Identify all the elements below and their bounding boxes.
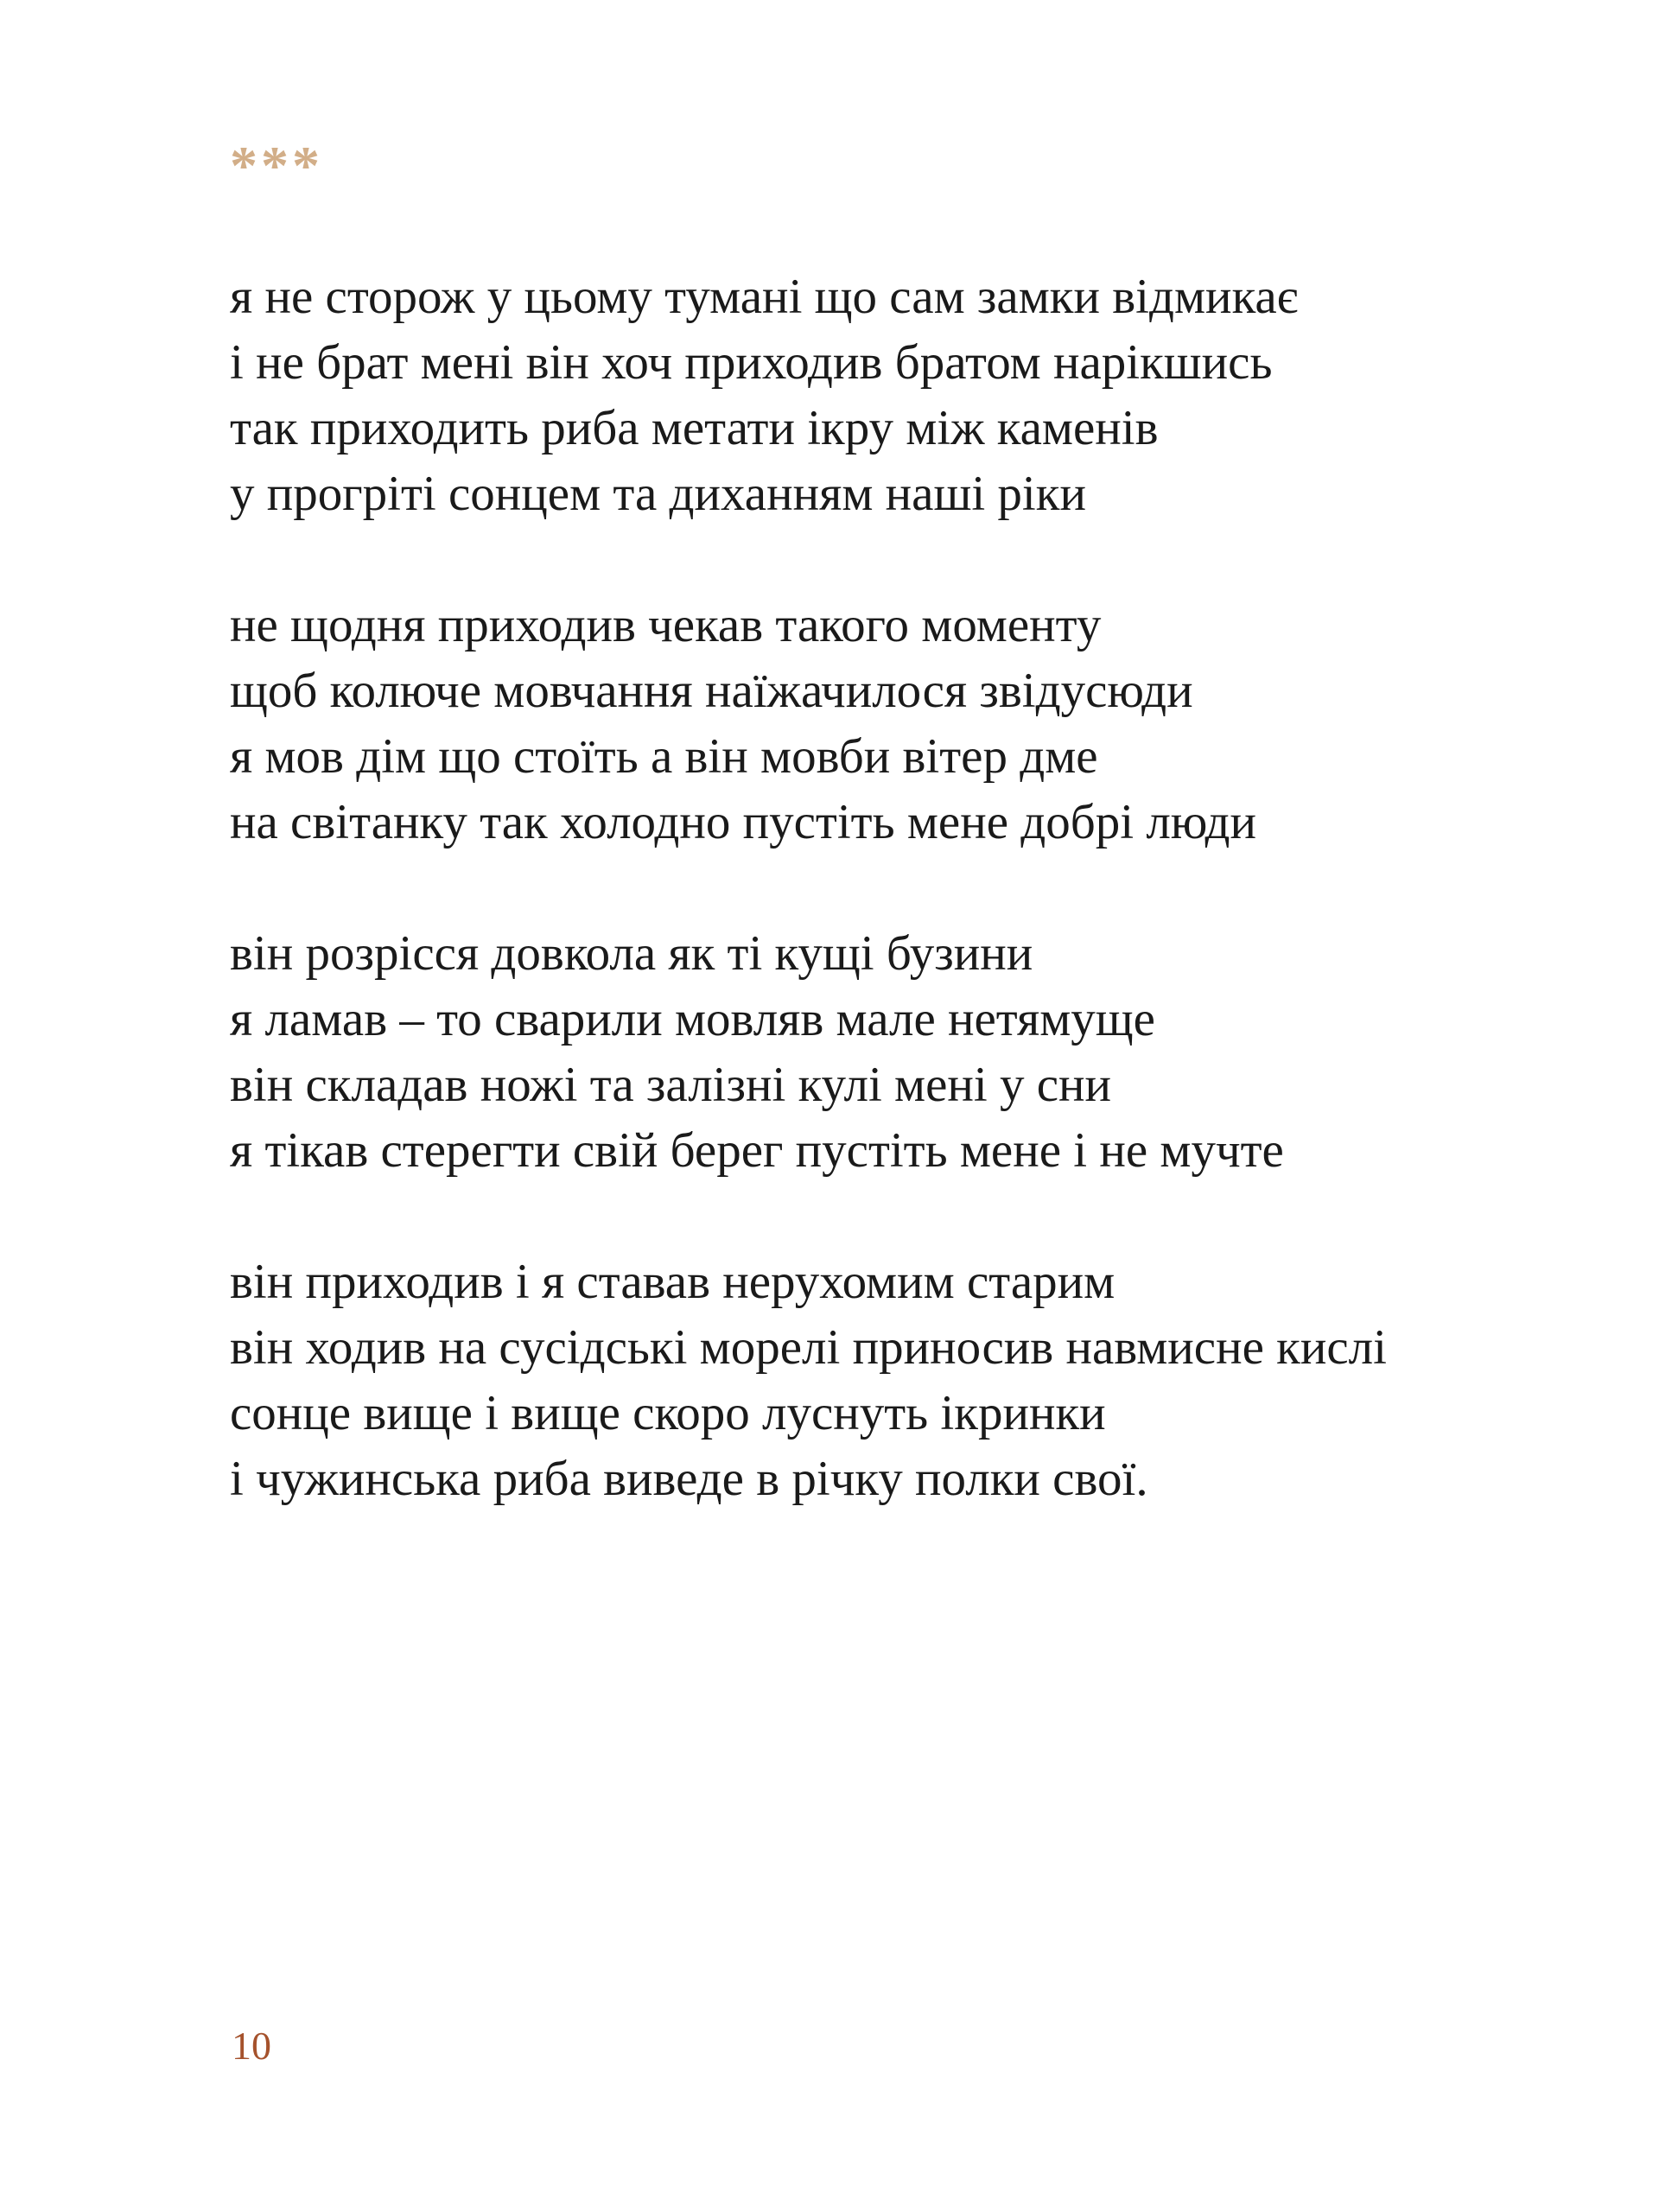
stanza-2 (230, 593, 1387, 855)
section-ornament: *** (230, 135, 323, 196)
page-number: 10 (232, 2024, 271, 2068)
poem-line: у прогріті сонцем та диханням наші ріки (230, 467, 1086, 521)
poem-line: так приходить риба метати ікру між каменів (230, 401, 1159, 455)
poem-line: не щодня приходив чекав такого моменту (230, 598, 1102, 652)
poem-line: я ламав – то сварили мовляв мале нетямуще (230, 992, 1155, 1046)
poem-line: він приходив і я ставав нерухомим старим (230, 1255, 1116, 1309)
poem-line: на світанку так холодно пустіть мене добрі люди (230, 795, 1256, 849)
poem-line: він ходив на сусідські морелі приносив навмисне кислі (230, 1320, 1387, 1375)
poem-body (230, 264, 1387, 1578)
poem-line: я мов дім що стоїть а він мовби вітер дме (230, 729, 1098, 784)
stanza-1 (230, 264, 1387, 527)
stanza-3 (230, 921, 1387, 1184)
poem-line: він складав ножі та залізні кулі мені у сни (230, 1058, 1112, 1112)
poem-line: я тікав стерегти свій берег пустіть мене і не мучте (230, 1123, 1284, 1178)
poem-line: щоб колюче мовчання наїжачилося звідусюди (230, 664, 1193, 718)
poem-line: сонце вище і вище скоро луснуть ікринки (230, 1386, 1106, 1440)
poem-line: і чужинська риба виведе в річку полки свої. (230, 1452, 1148, 1506)
stanza-4 (230, 1249, 1387, 1512)
poem-line: він розрісся довкола як ті кущі бузини (230, 926, 1033, 981)
poem-line: і не брат мені він хоч приходив братом нарікшись (230, 335, 1273, 390)
poem-line: я не сторож у цьому тумані що сам замки відмикає (230, 270, 1299, 324)
